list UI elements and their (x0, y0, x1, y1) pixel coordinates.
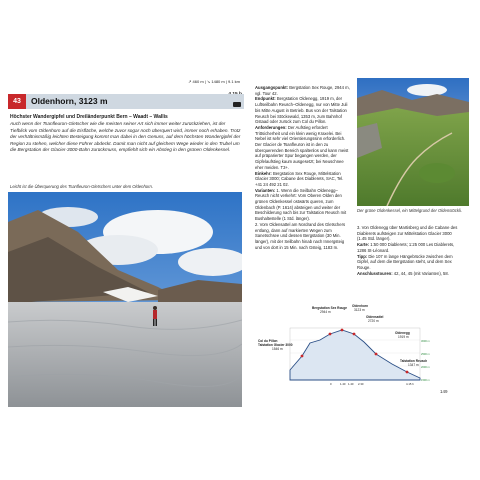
label-coldupillon: Col du Pillon (258, 339, 278, 343)
green-valley-photo (357, 78, 469, 206)
ytick-label: 1500 m (421, 379, 430, 382)
tour-number: 43 (8, 94, 26, 109)
label-talstation-glacier: Talstation Glacier 3000 (258, 343, 293, 347)
info-item: Ausgangspunkt: Bergstation Sex Rouge, 2944 m, vgl. Tour 42. (255, 85, 350, 96)
xtick-label: 1.40 (348, 382, 354, 386)
info-item: Anschlusstouren: 42, 44, 45 (mit Varianten), 58. (357, 270, 449, 276)
label-oldensattel: Oldensattel (366, 315, 384, 319)
xtick-label: 4.15 h (406, 382, 414, 386)
ytick-label: 3000 m (421, 340, 430, 343)
photo-caption: Leicht ist die Überquerung des Tsanfleuron-Gletschers unter dem Oldenhorn. (10, 184, 153, 189)
photo2-caption: Der grüne Oldenkessel, ein Mittelgrund der Oldenstöckli. (357, 208, 462, 213)
info-item: Einkehr: Bergstation Sex Rouge, Mittelstation Glacier 3000; Cabane des Diablerets, SAC, Tel. +41 24 492 21 02. (255, 170, 344, 187)
info-column-right (357, 225, 461, 276)
info-item: 3. Von Oldenegg über Martisberg und die Cabane des Diablerets aufsteigen zur Mittelstation Glacier 3000 (1.45 Std. länger). (357, 225, 458, 242)
label-sexrouge: Bergstation Sex Rouge (312, 306, 348, 310)
ytick-label: 2000 m (421, 366, 430, 369)
label-reusch-alt: 1347 m (408, 363, 419, 367)
ytick-label: 2500 m (421, 353, 430, 356)
label-oldenhorn: Oldenhorn (352, 304, 369, 308)
label-talstation-glacier-alt: 1546 m (272, 347, 283, 351)
page-number: 149 (440, 389, 448, 394)
lead-text: Auch wenn der Tsanfleuron-Gletscher wie die meisten seiner Art sich immer weiter zurückziehen, ist der Tiefblick vom Oldenhorn auf die Eisfläche, welche zuvor sogar noch überquert wird, immer noch erhaben. Trotz der verhältnismäßig leichten Besteigung kommt man dabei in den Genuss, auf dem höchsten Wandergipfel der Region zu stehen, welcher diese Führer abdeckt. Damit man nicht auf gleichem Wege wieder in den Trubel um die Bergstation der Glacier-3000-Bahn zurückmuss, empfiehlt sich ein Abstieg in den grünen Oldenkessel. (10, 121, 241, 153)
glacier-photo (8, 192, 242, 407)
info-item: Varianten: 1. Wenn die Seilbahn Oldenegg–Reusch nicht verkehrt: Vom Oberen Olden den grünen Oldenkessel ostwärts queren, zum Oldenbach (P. 1614) absteigen und weiter der Beschilderung nach bis zur Talstation Reusch mit Bushaltestelle (1 Std. länger). (255, 187, 347, 222)
label-oldenhorn-alt: 3123 m (354, 308, 365, 312)
tour-title: Oldenhorn, 3123 m (31, 96, 108, 106)
label-oldenegg: Oldenegg (395, 331, 410, 335)
info-item: Karte: 1:50 000 Diablerets; 1:25 000 Les Diablerets, 1286 St-Léonard. (357, 242, 455, 253)
label-sexrouge-alt: 2944 m (320, 310, 331, 314)
label-oldensattel-alt: 2720 m (368, 319, 379, 323)
xtick-label: 2.30 (358, 382, 364, 386)
elevation-profile (252, 300, 432, 388)
xtick-label: 0 (330, 382, 332, 386)
info-item: Tipp: Die 107 m lange Hängebrücke zwischen dem Gipfel, auf dem die Bergstation steht, und dem Sex Rouge. (357, 253, 453, 270)
label-oldenegg-alt: 1919 m (398, 335, 409, 339)
info-item: 2. Vom Oldensattel am Nordrand des Gletschers entlang, dann auf markierten Wegen zum Sanetschsee und dessen Bergstation (30 Min. länger), mit der Seilbahn hinab nach Innergsteig und von dort in 15 Min. nach Gsteig, 1183 m. (255, 221, 346, 250)
label-reusch: Talstation Reusch (400, 359, 428, 363)
info-column-left (255, 85, 351, 250)
lead-heading: Höchster Wandergipfel und Dreiländerpunkt Bern – Waadt – Wallis (10, 114, 168, 120)
bus-icon (233, 102, 241, 107)
info-item: Endpunkt: Bergstation Oldenegg, 1919 m, der Luftseilbahn Reusch–Oldenegg, nur von Mitte Juli bis Mitte August in Betrieb. Bus von der Talstation Reusch bei Stöckewald, 1353 m, zum Bahnhof Gstaad oder zurück zum Col du Pillon. (255, 96, 348, 125)
xtick-label: 1.40 (340, 382, 346, 386)
tour-stats: ↗ 460 m | ↘ 1480 m | 9.1 km (188, 79, 240, 84)
info-item: Anforderungen: Der Aufstieg erfordert Trittsicherheit und ein klein wenig Kraxelei. Bei Nebel ist sehr viel Orientierungssinn erforderlich. Der Glacier de Tsanfleuron ist in den zu überquerenden Bereich spaltenlos und kann meist auf präparierter Spur begangen werden, der Gipfelaufstieg kaum ausgesetzt; bei Neuschnee eher meiden. T3+. (255, 124, 349, 170)
